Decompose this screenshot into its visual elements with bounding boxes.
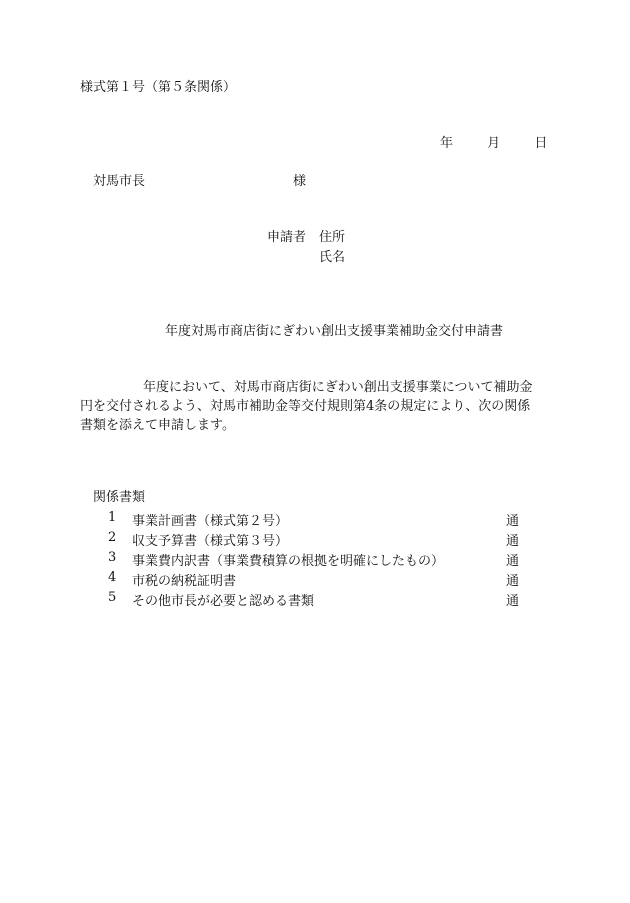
date-year-label: 年 — [440, 136, 454, 151]
document-item — [80, 550, 540, 570]
document-number: 4 — [108, 570, 117, 585]
body-line: 円を交付されるよう、対馬市補助金等交付規則第4条の規定により、次の関係 — [80, 399, 531, 414]
document-number: 1 — [108, 510, 117, 525]
addressee-name: 対馬市長 — [93, 174, 146, 189]
document-count-unit: 通 — [506, 534, 520, 549]
applicant-name-label: 氏名 — [319, 250, 346, 265]
body-line: 書類を添えて申請します。 — [80, 418, 235, 433]
document-count-unit: 通 — [506, 554, 520, 569]
document-count-unit: 通 — [506, 574, 520, 589]
document-name: その他市長が必要と認める書類 — [132, 594, 315, 609]
document-item — [80, 590, 540, 610]
document-item — [80, 570, 540, 590]
document-number: 2 — [108, 530, 117, 545]
document-name: 事業計画書（様式第２号） — [132, 514, 289, 529]
document-name: 市税の納税証明書 — [132, 574, 237, 589]
document-name: 収支予算書（様式第３号） — [132, 534, 289, 549]
application-body — [80, 378, 550, 435]
document-number: 5 — [108, 590, 117, 605]
document-name: 事業費内訳書（事業費積算の根拠を明確にしたもの） — [132, 554, 445, 569]
document-item — [80, 510, 540, 530]
applicant-label: 申請者 — [267, 230, 307, 245]
document-number: 3 — [108, 550, 117, 565]
date-line — [440, 137, 547, 150]
document-item — [80, 530, 540, 550]
date-month-label: 月 — [487, 136, 501, 151]
document-title: 年度対馬市商店街にぎわい創出支援事業補助金交付申請書 — [165, 324, 504, 339]
form-number: 様式第１号（第５条関係） — [80, 80, 237, 95]
body-line: 年度において、対馬市商店街にぎわい創出支援事業について補助金 — [143, 380, 533, 395]
documents-list — [80, 510, 540, 610]
addressee-honorific: 様 — [293, 174, 307, 189]
date-day-label: 日 — [534, 136, 548, 151]
applicant-address-label: 住所 — [319, 230, 346, 245]
document-count-unit: 通 — [506, 594, 520, 609]
documents-heading: 関係書類 — [93, 490, 146, 505]
document-count-unit: 通 — [506, 514, 520, 529]
